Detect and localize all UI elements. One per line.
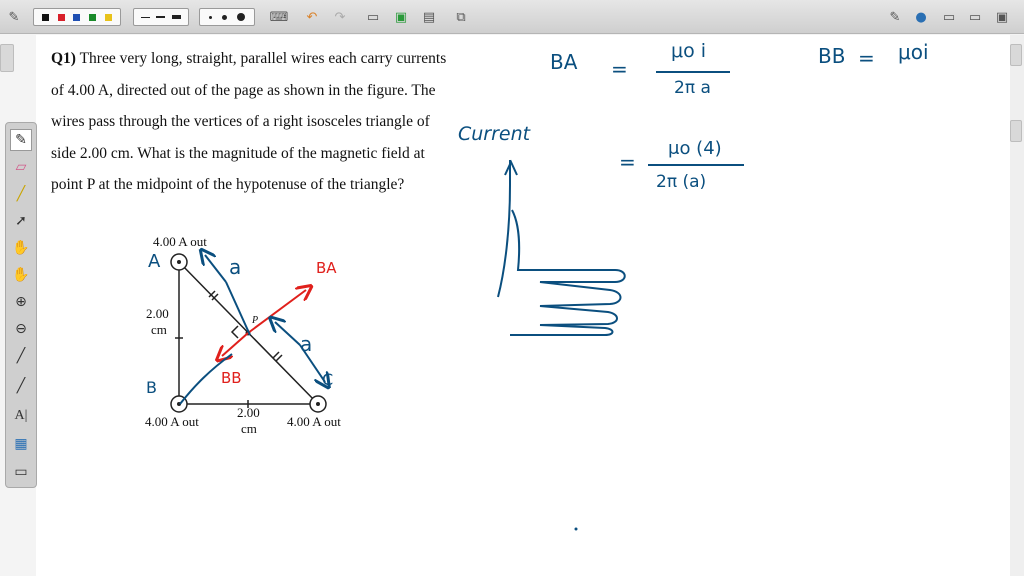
window-icon[interactable]: ▣ [995,9,1009,25]
page-icon[interactable]: ▤ [422,9,436,25]
eyedropper-icon[interactable]: ╱ [16,348,26,364]
current-label: Current [458,123,531,145]
eq3-numerator: μo (4) [668,138,722,159]
hand-icon[interactable]: ✋ [12,240,30,256]
vertex-b-label: B [146,378,157,397]
eq2-equals: = [858,46,875,70]
pan-icon[interactable]: ✋ [12,267,30,283]
globe-icon[interactable]: ● [915,9,927,25]
side-a-label-2: a [300,332,313,356]
zoom-out-icon[interactable]: ⊖ [15,321,27,337]
thumb-current-arrow [498,160,517,297]
distance-arrow-c-up [275,322,300,345]
side-length-value: 2.00 [146,306,169,321]
new-page-icon[interactable]: ▭ [366,9,380,25]
bottom-length-value: 2.00 [237,405,260,420]
question-body: Three very long, straight, parallel wires each carry currents of 4.00 A, directed out of the page as shown in the figure. The wires pass through the vertices of a right isosceles triangle of side 2.00 cm. What is the magnitude of the magnetic field at point P at the midpoint of the hypotenuse of the triangle? [51,50,447,193]
field-bb-label: BB [221,369,242,387]
curled-fingers-sketch [510,210,625,335]
vertex-c-label: C [322,370,334,389]
side-a-label-1: a [229,255,242,279]
eq1-numerator: μo i [671,40,707,62]
eq3-denominator: 2π (a) [656,172,707,192]
eq1-lhs: BA [550,50,578,74]
zoom-in-icon[interactable]: ⊕ [15,294,27,310]
pen-icon[interactable]: ✎ [10,129,32,151]
image-icon[interactable]: ▦ [14,436,28,452]
eq1-denominator: 2π a [674,78,711,98]
eq2-lhs: BB [818,44,846,68]
field-vector-bb [222,333,248,356]
vertex-a-label: A [148,251,161,272]
bottom-length-unit: cm [241,421,257,436]
distance-arrow-a-down [226,282,250,335]
pen-tool-icon[interactable]: ✎ [8,9,20,25]
select-icon[interactable]: ➚ [15,213,27,229]
field-vector-ba [248,290,306,333]
highlighter-icon[interactable]: ╱ [16,186,26,202]
eq2-rhs: μoi [898,40,929,64]
screenshot-icon[interactable]: ⧉ [456,9,466,25]
field-ba-label: BA [316,259,337,277]
redo-icon[interactable]: ↷ [334,9,346,25]
line-icon[interactable]: ╱ [16,378,26,394]
keyboard-icon[interactable]: ⌨ [269,9,289,25]
stray-dot [575,528,578,531]
question-label: Q1) [51,50,76,67]
eraser-icon[interactable]: ▱ [15,159,27,175]
eq1-equals: = [611,57,628,81]
eq3-equals: = [619,150,636,174]
keyboard-icon[interactable]: ▭ [14,464,28,480]
distance-arrow-a-up [205,255,226,282]
side-length-unit: cm [151,322,167,337]
undo-icon[interactable]: ↶ [306,9,318,25]
folder-icon[interactable]: ▭ [942,9,956,25]
top-current-label: 4.00 A out [153,234,207,249]
edit-icon[interactable]: ✎ [889,9,901,25]
display-icon[interactable]: ▭ [968,9,982,25]
bottom-right-current-label: 4.00 A out [287,414,341,429]
point-p-label: P [252,315,259,326]
insert-page-icon[interactable]: ▣ [394,9,408,25]
bottom-left-current-label: 4.00 A out [145,414,199,429]
text-icon[interactable]: A| [14,408,28,423]
